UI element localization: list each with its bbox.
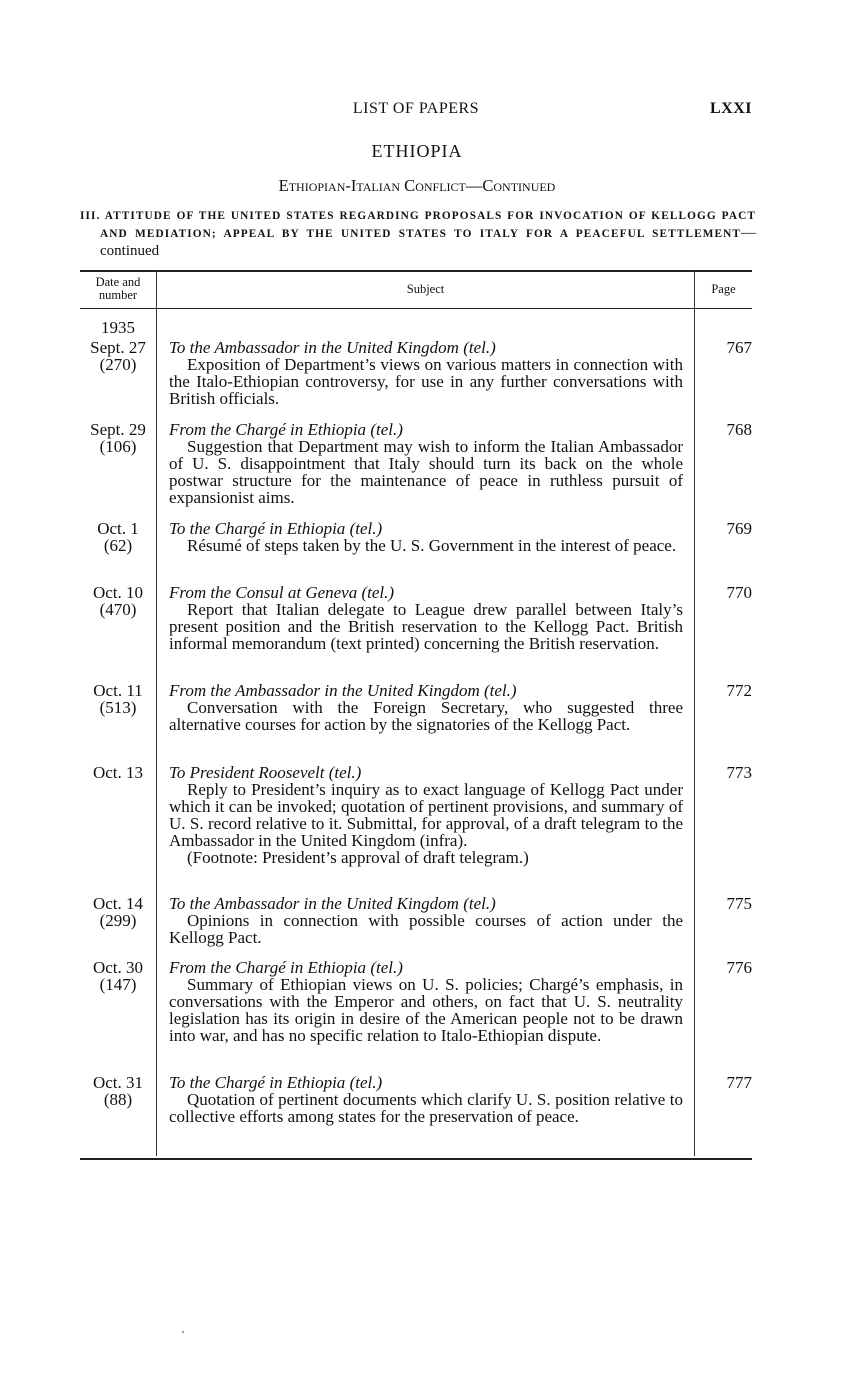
entry-summary: Reply to President’s inquiry as to exact language of Kellogg Pact under which it can be invoked; quotation of pertinent provisions, and summary of U. S. record relative to it. Submittal, for approval, of a draft telegram to the Ambassador in the United Kingdom (infra). [169, 780, 683, 850]
page-number: LXXI [709, 100, 752, 117]
entry-page: 773 [726, 763, 752, 782]
subject-heading: Ethiopian-Italian Conflict—Continued [278, 176, 556, 195]
entry-date [80, 959, 156, 993]
entry-heading [169, 421, 683, 438]
date-text: Oct. 31 [92, 1073, 144, 1092]
entry-heading [169, 520, 683, 537]
document-number: (147) [99, 975, 137, 994]
date-text: Oct. 13 [92, 763, 144, 782]
column-header-subject: Subject [406, 281, 445, 296]
entry-date [80, 895, 156, 929]
table-header-rule [80, 308, 752, 309]
addressee: To President Roosevelt [169, 763, 325, 782]
entry-summary: Quotation of pertinent documents which clarify U. S. position relative to collective efforts among states for the preservation of peace. [169, 1090, 683, 1126]
entry-subject [169, 959, 683, 1044]
column-divider-date [156, 270, 157, 1156]
entry-summary: Exposition of Department’s views on various matters in connection with the Italo-Ethiopian controversy, for use in any further conversations with British officials. [169, 355, 683, 408]
addressee: From the Chargé in Ethiopia [169, 958, 367, 977]
entry-heading [169, 959, 683, 976]
entry-page: 767 [726, 338, 752, 357]
date-text: Oct. 1 [97, 519, 139, 538]
entry-summary: Opinions in connection with possible courses of action under the Kellogg Pact. [169, 911, 683, 947]
addressee: From the Consul at Geneva [169, 583, 358, 602]
entry-subject [169, 584, 683, 652]
entry-date [80, 764, 156, 781]
entry-page: 776 [726, 958, 752, 977]
document-number: (513) [99, 698, 137, 717]
entry-date [80, 339, 156, 373]
document-number: (270) [99, 355, 137, 374]
entry-page: 768 [726, 420, 752, 439]
entry-footnote: (Footnote: President’s approval of draft telegram.) [187, 848, 529, 867]
entry-subject [169, 682, 683, 733]
date-text: Sept. 27 [90, 338, 146, 357]
addressee: To the Ambassador in the United Kingdom [169, 338, 459, 357]
running-head [80, 100, 752, 122]
entry-subject [169, 339, 683, 407]
message-type: (tel.) [345, 519, 383, 538]
entry-date [80, 421, 156, 455]
entry-summary: Suggestion that Department may wish to inform the Italian Ambassador of U. S. disappointment that Italy should turn its back on the whole postwar structure for the maintenance of peace in ruthless pursuit of expansionist aims. [169, 437, 683, 507]
entry-heading [169, 339, 683, 356]
entry-heading [169, 764, 683, 781]
papers-table [80, 270, 752, 1160]
message-type: (tel.) [458, 338, 496, 357]
entry-summary: Conversation with the Foreign Secretary, who suggested three alternative courses for action by the signatories of the Kellogg Pact. [169, 698, 683, 734]
entry-summary: Summary of Ethiopian views on U. S. policies; Chargé’s emphasis, in conversations with the Emperor and others, on fact that U. S. neutrality legislation has its origin in desire of the American people not to be drawn into war, and has no specific relation to Italo-Ethiopian dispute. [169, 975, 683, 1045]
entry-heading [169, 584, 683, 601]
column-header-date: Date and number [95, 275, 141, 302]
message-type: (tel.) [345, 1073, 383, 1092]
section-tail: —continued [100, 225, 756, 259]
document-number: (62) [103, 536, 133, 555]
message-type: (tel.) [324, 763, 362, 782]
entry-subject [169, 421, 683, 506]
date-text: Oct. 30 [92, 958, 144, 977]
entry-heading [169, 682, 683, 699]
running-title: LIST OF PAPERS [352, 100, 480, 117]
addressee: From the Ambassador in the United Kingdom [169, 681, 480, 700]
message-type: (tel.) [479, 681, 517, 700]
date-text: Oct. 11 [93, 681, 143, 700]
entry-heading [169, 1074, 683, 1091]
entry-page: 775 [726, 894, 752, 913]
message-type: (tel.) [357, 583, 395, 602]
country-heading: ETHIOPIA [371, 141, 463, 161]
year-label: 1935 [101, 318, 135, 337]
document-number: (299) [99, 911, 137, 930]
entry-subject [169, 1074, 683, 1125]
entry-date [80, 520, 156, 554]
entry-subject [169, 895, 683, 946]
scan-speck [182, 1331, 184, 1333]
entry-page: 777 [726, 1073, 752, 1092]
entry-subject [169, 520, 683, 554]
addressee: To the Chargé in Ethiopia [169, 1073, 346, 1092]
date-text: Oct. 10 [92, 583, 144, 602]
entry-page: 772 [726, 681, 752, 700]
message-type: (tel.) [458, 894, 496, 913]
entry-page: 769 [726, 519, 752, 538]
entry-summary: Résumé of steps taken by the U. S. Government in the interest of peace. [187, 536, 677, 555]
entry-summary: Report that Italian delegate to League drew parallel between Italy’s present position and the British reservation to the Kellogg Pact. British informal memorandum (text printed) concerning the British reservation. [169, 600, 683, 653]
document-number: (470) [99, 600, 137, 619]
entry-date [80, 1074, 156, 1108]
table-bottom-rule [80, 1158, 752, 1160]
date-text: Sept. 29 [90, 420, 146, 439]
document-number: (88) [103, 1090, 133, 1109]
entry-subject [169, 764, 683, 866]
entry-date [80, 682, 156, 716]
document-number: (106) [99, 437, 137, 456]
column-divider-page [694, 270, 695, 1156]
message-type: (tel.) [366, 420, 403, 439]
addressee: To the Chargé in Ethiopia [169, 519, 346, 538]
entry-heading [169, 895, 683, 912]
date-text: Oct. 14 [92, 894, 144, 913]
entry-page: 770 [726, 583, 752, 602]
column-header-page: Page [711, 281, 736, 296]
addressee: From the Chargé in Ethiopia [169, 420, 367, 439]
message-type: (tel.) [366, 958, 403, 977]
addressee: To the Ambassador in the United Kingdom [169, 894, 459, 913]
section-title: III. ATTITUDE OF THE UNITED STATES REGARDING PROPOSALS FOR INVOCATION OF KELLOGG PACT AND MEDIATION; APPEAL BY THE UNITED STATES TO ITALY FOR A PEACEFUL SETTLEMENT [80, 210, 756, 240]
section-heading [80, 208, 756, 261]
entry-date [80, 584, 156, 618]
